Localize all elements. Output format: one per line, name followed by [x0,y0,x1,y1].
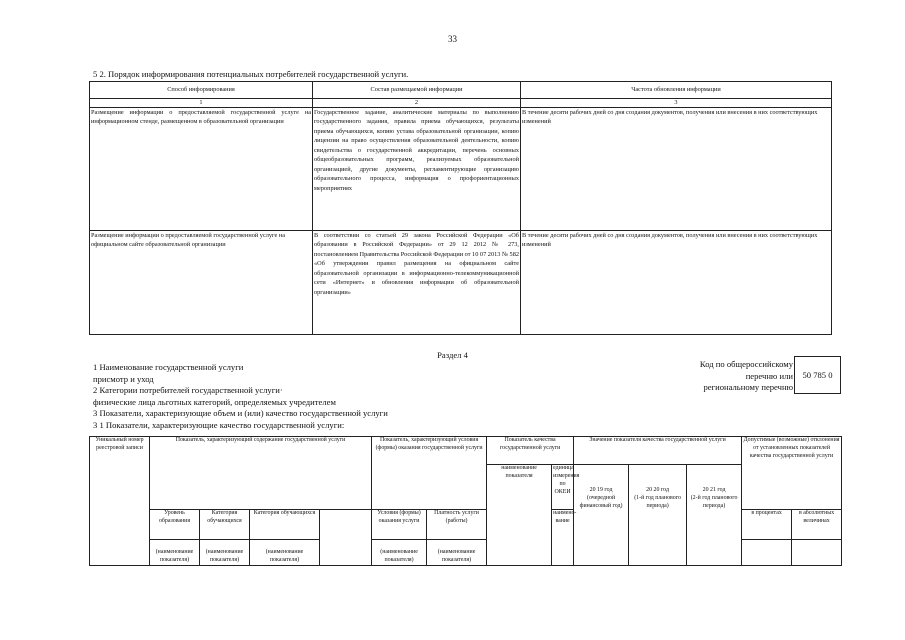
page-number: 33 [448,34,457,44]
year3-note: (2-й год планового периода) [690,494,738,509]
year2-note: (1-й год планового периода) [634,494,681,509]
q-unit: единица измерения по ОКЕИ [552,465,574,510]
registry-code-label [645,359,793,394]
c-category: Категория обучающихся [200,510,250,540]
header-frequency: Частота обновления информации [521,82,832,99]
section-5-2-title: 5 2. Порядок информирования потенциальных потребителей государственной услуги. [93,69,409,79]
col-conditions: Показатель, характеризующий условия (формы) оказания государственной услуги [372,437,487,510]
c-category: Категория обучающихся [250,510,320,540]
u-name [552,510,577,566]
row-content: Государственное задание, аналитические материалы по выполнению государственного задания, правила приема обучающихся, результаты приема обучающихся, копию устава образовательной организации, копию лицензии на право осуществления образовательной деятельности, копию свидетельства о государственной аккредитации, перечень основных общеобразовательных программ, реализуемых образовательной организацией, другие документы, регламентирующие организацию образовательного процесса, информация о профориентационных мероприятиях [313,108,521,231]
placeholder: (наименование показателя) [250,540,320,566]
service-name-label: 1 Наименование государственной услуги [93,362,244,372]
indicators-label: 3 Показатели, характеризующие объем и (или) качество государственной услуги [93,408,388,418]
row-method: Размещение информации о предоставляемой государственной услуге на официальном сайте образовательной организации [90,231,313,335]
info-table-numbers [90,99,832,108]
placeholder: (наименование показателя) [372,540,427,566]
value-year1 [574,465,629,566]
table-row [90,231,832,335]
col-number: 2 [313,99,521,108]
col-number: 3 [521,99,832,108]
consumer-category-label: 2 Категории потребителей государственной услуги· [93,385,283,395]
section-4-lines [93,362,388,431]
year3-label: 20 21 год [702,487,726,493]
col-quality: Показатель качества государственной услуги [487,437,574,465]
d-empty [742,540,792,566]
u-name-text: наимено-вание [553,510,577,524]
placeholder: (наименование показателя) [427,540,487,566]
quality-indicators-label: 3 1 Показатели, характеризующие качество государственной услуги: [93,419,345,430]
placeholder: (наименование показателя) [200,540,250,566]
header-method: Способ информирования [90,82,313,99]
row-frequency: В течение десяти рабочих дней со дня создания документов, получения или внесения в них соответствующих изменений [521,231,832,335]
year1-label: 20 19 год [589,487,613,493]
value-year3 [687,465,742,566]
d-absolute: в абсолютных величинах [792,510,842,540]
registry-code-line: Код по общероссийскому [699,359,793,369]
col-registry: Уникальный номер реестровой записи [90,437,150,566]
year2-label: 20 20 год [646,487,669,493]
d-percent: в процентах [742,510,792,540]
consumer-category-value: физические лица льготных категорий, определяемых учредителем [93,396,336,407]
row-content: В соответствии со статьей 29 закона Российской Федерации «Об образовании в Российской Федерации» от 29 12 2012 № 273, постановлением Правительства Российской Федерации от 10 07 2013 № 582 «Об утверждении правил размещения на официальном сайте образовательной организации в информационно-телекоммуникационной сети «Интернет» и обновления информации об образовательной организации» [313,231,521,335]
col-content: Показатель, характеризующий содержание государственной услуги [150,437,372,510]
registry-code-line: региональному перечню [703,382,793,392]
q-name: наименование показателя [487,465,552,566]
placeholder-spacer [320,540,372,566]
placeholder: (наименование показателя) [150,540,200,566]
col-deviation: Допустимые (возможные) отклонения от установленных показателей качества государственной услуги [742,437,842,510]
table-row [90,108,832,231]
header-content: Состав размещаемой информации [313,82,521,99]
year1-note: (очередной финансовый год) [579,494,623,509]
col-number: 1 [90,99,313,108]
c-paid: Платность услуги (работы) [427,510,487,540]
section-4-title: Раздел 4 [437,350,468,360]
d-empty [792,540,842,566]
value-year2 [629,465,687,566]
c-spacer [320,510,372,540]
row-method: Размещение информации о предоставляемой государственной услуге на информационном стенде, размещенном в образовательной организации [90,108,313,231]
row-frequency: В течение десяти рабочих дней со дня создания документов, получения или внесения в них соответствующих изменений [521,108,832,231]
c-conditions: Условия (формы) оказания услуги [372,510,427,540]
col-value: Значение показателя качества государственной услуги [574,437,742,465]
info-table [89,81,832,335]
info-table-header [90,82,832,99]
registry-code-box: 50 785 0 [794,356,841,394]
c-level: Уровень образования [150,510,200,540]
service-name-value: присмотр и уход [93,373,154,384]
registry-code-line: перечню или [745,370,793,381]
quality-table [89,436,842,566]
